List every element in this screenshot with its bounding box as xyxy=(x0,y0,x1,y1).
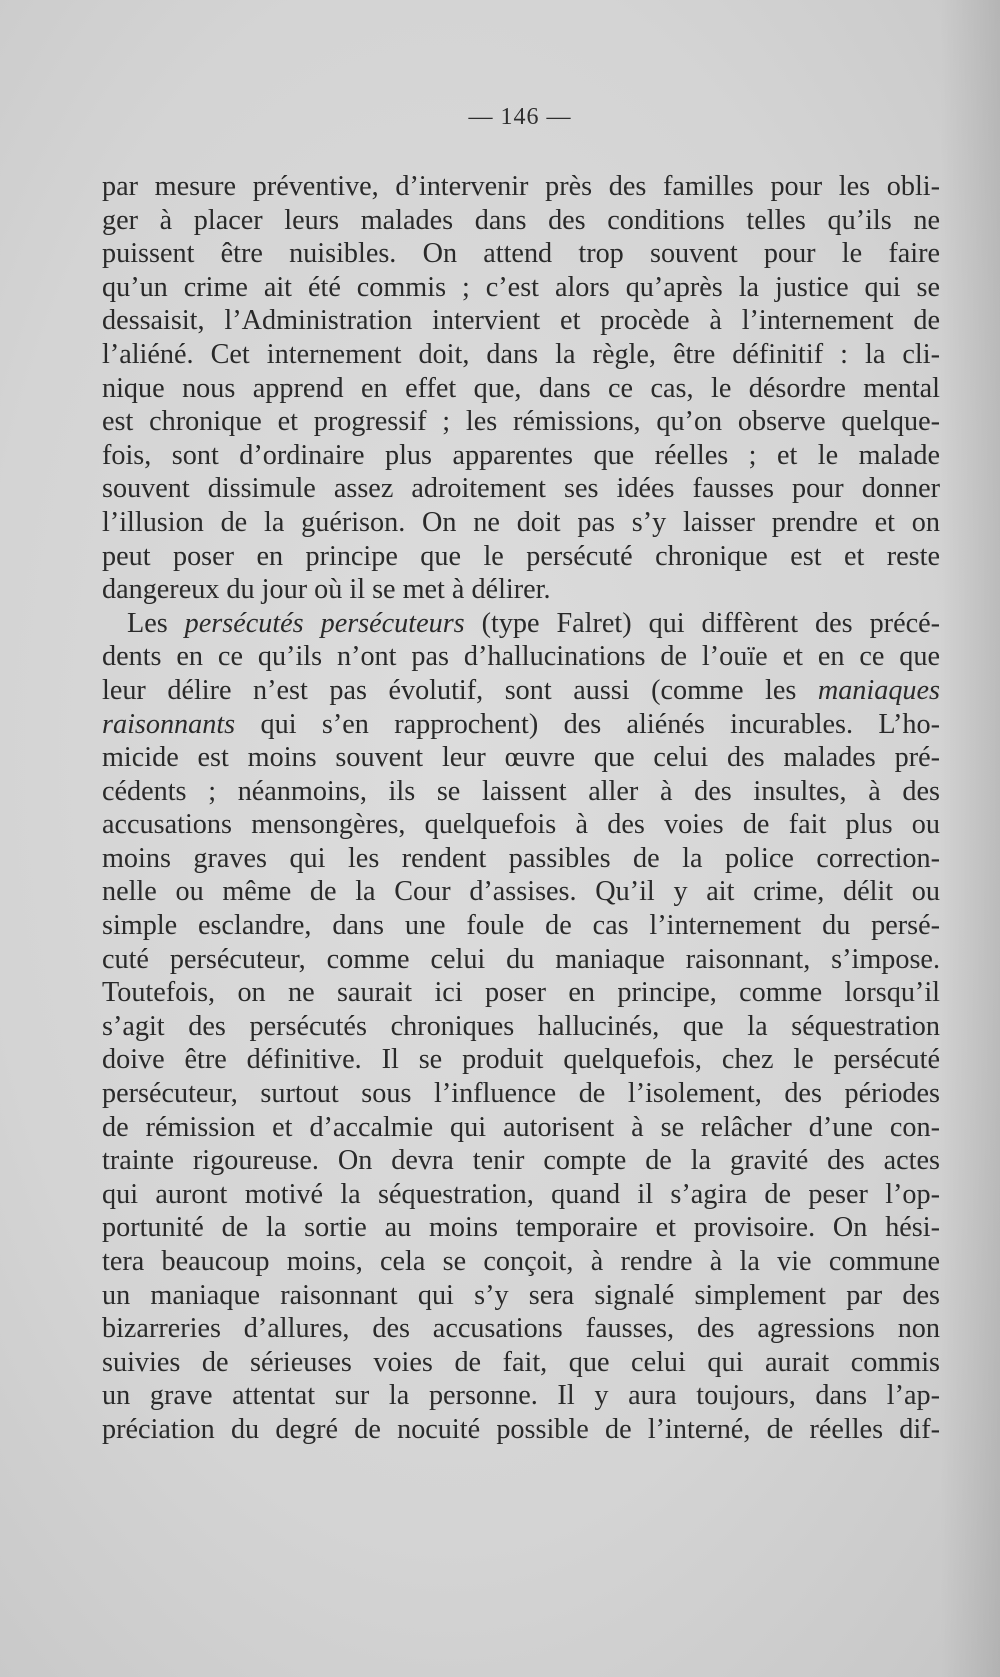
text-run: Les xyxy=(127,607,185,639)
text-line: nelle ou même de la Cour d’assises. Qu’il y ait crime, délit ou xyxy=(102,876,940,908)
text-line: persécuteur, surtout sous l’influence de l’isolement, des périodes xyxy=(102,1078,940,1110)
text-line: dessaisit, l’Administration intervient et procède à l’internement de xyxy=(102,305,940,337)
text-line: ger à placer leurs malades dans des conditions telles qu’ils ne xyxy=(102,204,940,236)
text-line: bizarreries d’allures, des accusations fausses, des agressions non xyxy=(102,1313,940,1345)
text-line: micide est moins souvent leur œuvre que celui des malades pré- xyxy=(102,742,940,774)
text-line: un maniaque raisonnant qui s’y sera signalé simplement par des xyxy=(102,1279,940,1311)
text-run: leur délire n’est pas évolutif, sont aussi (comme les xyxy=(102,674,818,706)
text-line: accusations mensongères, quelquefois à des voies de fait plus ou xyxy=(102,809,940,841)
italic-term: persécutés persécuteurs xyxy=(184,607,465,639)
text-line: portunité de la sortie au moins temporaire et provisoire. On hési- xyxy=(102,1212,940,1244)
text-line: un grave attentat sur la personne. Il y aura toujours, dans l’ap- xyxy=(102,1380,940,1412)
text-line: cuté persécuteur, comme celui du maniaque raisonnant, s’impose. xyxy=(102,943,940,975)
page-number: — 146 — xyxy=(468,104,572,130)
text-line: moins graves qui les rendent passibles de la police correction- xyxy=(102,842,940,874)
paragraph-1 xyxy=(102,170,940,607)
text-line: qui auront motivé la séquestration, quand il s’agira de peser l’op- xyxy=(102,1178,940,1210)
text-line: cédents ; néanmoins, ils se laissent aller à des insultes, à des xyxy=(102,775,940,807)
italic-term: maniaques xyxy=(817,674,940,706)
text-line: souvent dissimule assez adroitement ses idées fausses pour donner xyxy=(102,473,940,505)
text-line xyxy=(102,674,940,708)
text-line: dents en ce qu’ils n’ont pas d’hallucinations de l’ouïe et en ce que xyxy=(102,641,940,673)
text-line: peut poser en principe que le persécuté chronique est et reste xyxy=(102,540,940,572)
body-text xyxy=(102,170,940,1447)
text-line: dangereux du jour où il se met à délirer. xyxy=(102,574,551,606)
text-line: qu’un crime ait été commis ; c’est alors qu’après la justice qui se xyxy=(102,271,940,303)
text-line: tera beaucoup moins, cela se conçoit, à rendre à la vie commune xyxy=(102,1246,940,1277)
text-line: puissent être nuisibles. On attend trop souvent pour le faire xyxy=(102,238,940,270)
text-line: de rémission et d’accalmie qui autorisent à se relâcher d’une con- xyxy=(102,1111,940,1143)
text-line: Toutefois, on ne saurait ici poser en principe, comme lorsqu’il xyxy=(102,977,940,1009)
text-line: suivies de sérieuses voies de fait, que celui qui aurait commis xyxy=(102,1346,940,1378)
text-run: qui s’en rapprochent) des aliénés incurables. L’ho- xyxy=(235,708,940,740)
text-run: (type Falret) qui diffèrent des précé- xyxy=(464,607,940,639)
text-line xyxy=(102,607,940,641)
text-line: l’illusion de la guérison. On ne doit pas s’y laisser prendre et on xyxy=(102,506,940,538)
text-line: trainte rigoureuse. On devra tenir compte de la gravité des actes xyxy=(102,1145,940,1177)
text-line: est chronique et progressif ; les rémissions, qu’on observe quelque- xyxy=(102,406,940,438)
text-line: par mesure préventive, d’intervenir près des familles pour les obli- xyxy=(102,171,940,202)
paragraph-2 xyxy=(102,607,940,1447)
text-line: fois, sont d’ordinaire plus apparentes que réelles ; et le malade xyxy=(102,439,940,471)
text-line: préciation du degré de nocuité possible de l’interné, de réelles dif- xyxy=(102,1413,940,1445)
text-line: doive être définitive. Il se produit quelquefois, chez le persécuté xyxy=(102,1044,940,1076)
text-line: l’aliéné. Cet internement doit, dans la règle, être définitif : la cli- xyxy=(102,338,940,370)
page-edge-shadow xyxy=(940,0,1000,1677)
text-line: simple esclandre, dans une foule de cas l’internement du persé- xyxy=(102,910,940,942)
text-line: nique nous apprend en effet que, dans ce cas, le désordre mental xyxy=(102,372,940,404)
text-line xyxy=(102,708,940,742)
text-line: s’agit des persécutés chroniques hallucinés, que la séquestration xyxy=(102,1010,940,1042)
italic-term: raisonnants xyxy=(102,708,236,740)
